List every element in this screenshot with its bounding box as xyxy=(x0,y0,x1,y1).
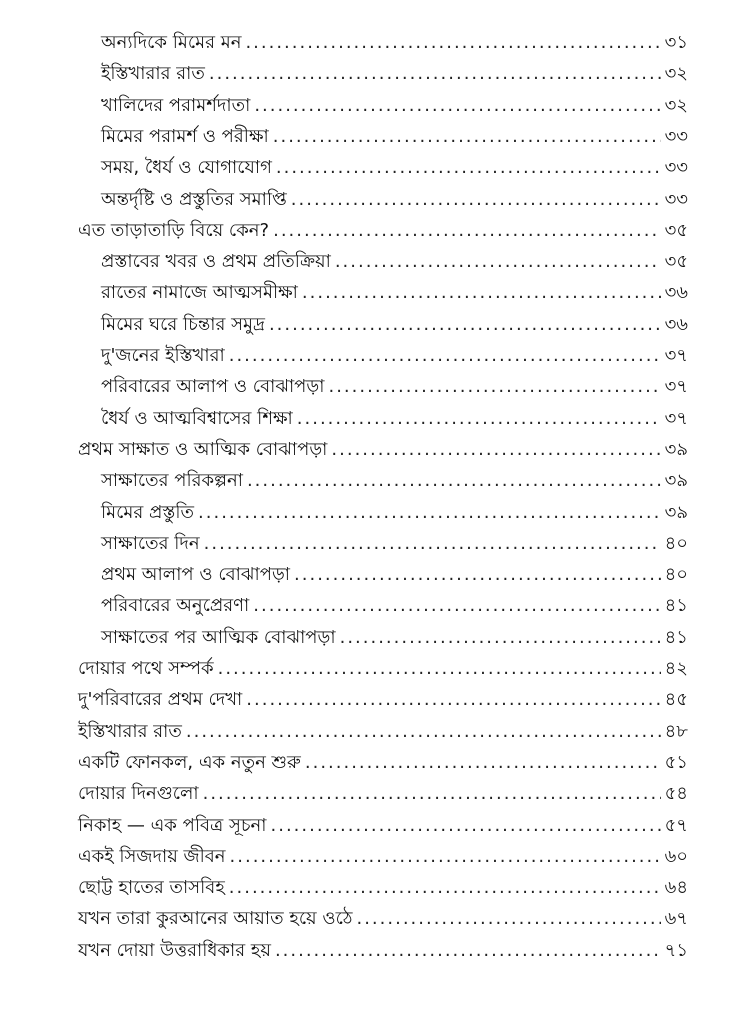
toc-entry-page-number: ৩৯ xyxy=(664,501,688,523)
toc-entry-title: মিমের প্রস্তুতি xyxy=(101,501,195,523)
dot-leader xyxy=(275,940,661,962)
toc-entry-title: সাক্ষাতের দিন xyxy=(101,532,200,554)
toc-entry-title: সময়, ধৈর্য ও যোগাযোগ xyxy=(101,157,272,179)
toc-entry[interactable] xyxy=(0,270,756,304)
toc-entry-title: পরিবারের অনুপ্রেরণা xyxy=(101,595,250,617)
toc-entry[interactable] xyxy=(0,145,756,179)
toc-entry-page-number: ৩৩ xyxy=(664,157,688,179)
toc-entry-title: একই সিজদায় জীবন xyxy=(78,845,226,867)
toc-entry-title: মিমের পরামর্শ ও পরীক্ষা xyxy=(101,125,269,147)
toc-entry-page-number: ৩৯ xyxy=(664,438,688,460)
toc-entry-page-number: ৩৭ xyxy=(664,407,688,429)
toc-entry-title: ছোট্ট হাতের তাসবিহ xyxy=(78,877,225,899)
toc-entry-page-number: ৩৭ xyxy=(664,345,688,366)
toc-entry-title: দোয়ার পথে সম্পর্ক xyxy=(78,658,214,679)
toc-entry[interactable] xyxy=(0,865,756,899)
toc-entry-page-number: ৫৪ xyxy=(664,783,688,805)
toc-entry-title: যখন দোয়া উত্তরাধিকার হয় xyxy=(78,939,271,961)
toc-entry-page-number: ৩২ xyxy=(664,63,688,85)
toc-entry-page-number: ৩৬ xyxy=(664,313,688,335)
toc-entry[interactable] xyxy=(0,51,756,85)
toc-entry[interactable] xyxy=(0,803,756,837)
toc-entry-title: প্রথম সাক্ষাত ও আত্মিক বোঝাপড়া xyxy=(78,438,328,460)
toc-entry[interactable] xyxy=(0,521,756,555)
toc-entry-title: নিকাহ — এক পবিত্র সূচনা xyxy=(78,814,267,836)
toc-entry-title: রাতের নামাজে আত্মসমীক্ষা xyxy=(101,282,298,304)
toc-entry-title: দোয়ার দিনগুলো xyxy=(78,783,199,805)
toc-entry[interactable] xyxy=(0,583,756,617)
toc-entry-page-number: ৬৪ xyxy=(664,877,688,899)
toc-entry[interactable] xyxy=(0,458,756,492)
toc-entry[interactable] xyxy=(0,83,756,117)
toc-entry[interactable] xyxy=(0,490,756,524)
toc-entry-page-number: ৩৫ xyxy=(664,219,688,241)
toc-entry-title: সাক্ষাতের পরিকল্পনা xyxy=(101,470,243,492)
toc-entry[interactable] xyxy=(0,709,756,743)
toc-entry[interactable] xyxy=(0,771,756,805)
toc-entry-page-number: ৩৭ xyxy=(664,376,688,398)
toc-entry-title: প্রথম আলাপ ও বোঝাপড়া xyxy=(101,564,291,586)
toc-entry-title: ইস্তিখারার রাত xyxy=(101,63,205,85)
toc-entry[interactable] xyxy=(0,208,756,242)
toc-entry[interactable] xyxy=(0,427,756,461)
toc-entry-page-number: ৪০ xyxy=(664,564,688,586)
toc-entry-page-number: ৪১ xyxy=(664,626,688,648)
toc-entry-page-number: ৭১ xyxy=(664,939,688,961)
toc-entry-title: দু'পরিবারের প্রথম দেখা xyxy=(78,689,243,711)
toc-entry-title: মিমের ঘরে চিন্তার সমুদ্র xyxy=(101,313,265,335)
toc-entry[interactable] xyxy=(0,333,756,367)
toc-entry-page-number: ৩৬ xyxy=(664,282,688,304)
toc-entry-page-number: ৩৫ xyxy=(664,251,688,273)
toc-entry-page-number: ৩৩ xyxy=(664,188,688,210)
toc-entry[interactable] xyxy=(0,177,756,211)
toc-entry[interactable] xyxy=(0,740,756,774)
toc-entry-page-number: ৪৫ xyxy=(664,689,688,711)
toc-entry[interactable] xyxy=(0,615,756,649)
toc-entry[interactable] xyxy=(0,114,756,148)
toc-entry-title: অন্তর্দৃষ্টি ও প্রস্তুতির সমাপ্তি xyxy=(101,188,287,210)
toc-entry[interactable] xyxy=(0,364,756,398)
toc-entry-title: যখন তারা কুরআনের আয়াত হয়ে ওঠে xyxy=(78,908,353,930)
toc-entry[interactable] xyxy=(0,677,756,711)
toc-entry-title: প্রস্তাবের খবর ও প্রথম প্রতিক্রিয়া xyxy=(101,251,331,273)
toc-entry-title: একটি ফোনকল, এক নতুন শুরু xyxy=(78,751,301,773)
toc-entry-page-number: ৩৩ xyxy=(664,125,688,147)
toc-entry[interactable] xyxy=(0,928,756,962)
toc-entry[interactable] xyxy=(0,646,756,680)
toc-entry[interactable] xyxy=(0,302,756,336)
toc-entry-page-number: ৩১ xyxy=(664,32,688,53)
toc-entry-title: ধৈর্য ও আত্মবিশ্বাসের শিক্ষা xyxy=(101,407,293,429)
toc-entry[interactable] xyxy=(0,552,756,586)
toc-entry-page-number: ৫১ xyxy=(664,751,688,773)
toc-entry[interactable] xyxy=(0,896,756,930)
toc-entry-page-number: ৪৮ xyxy=(664,720,688,742)
toc-entry-title: এত তাড়াতাড়ি বিয়ে কেন? xyxy=(78,219,270,241)
toc-entry[interactable] xyxy=(0,239,756,273)
toc-entry-title: সাক্ষাতের পর আত্মিক বোঝাপড়া xyxy=(101,626,336,648)
toc-entry-page-number: ৫৭ xyxy=(664,814,688,836)
toc-entry-page-number: ৪০ xyxy=(664,532,688,554)
toc-entry[interactable] xyxy=(0,20,756,54)
toc-entry-page-number: ৪১ xyxy=(664,595,688,617)
toc-entry-title: দু'জনের ইস্তিখারা xyxy=(101,345,225,366)
toc-entry[interactable] xyxy=(0,396,756,430)
toc-entry[interactable] xyxy=(0,834,756,868)
toc-entry-page-number: ৩২ xyxy=(664,94,688,116)
toc-entry-title: অন্যদিকে মিমের মন xyxy=(101,32,242,53)
toc-entry-page-number: ৩৯ xyxy=(664,470,688,492)
toc-entry-title: ইস্তিখারার রাত xyxy=(78,720,182,742)
toc-entry-title: খালিদের পরামর্শদাতা xyxy=(101,94,251,116)
toc-entry-page-number: ৬০ xyxy=(664,845,688,867)
toc-entry-page-number: ৬৭ xyxy=(664,908,688,930)
toc-entry-title: পরিবারের আলাপ ও বোঝাপড়া xyxy=(101,376,325,398)
toc-entry-page-number: ৪২ xyxy=(664,658,688,679)
